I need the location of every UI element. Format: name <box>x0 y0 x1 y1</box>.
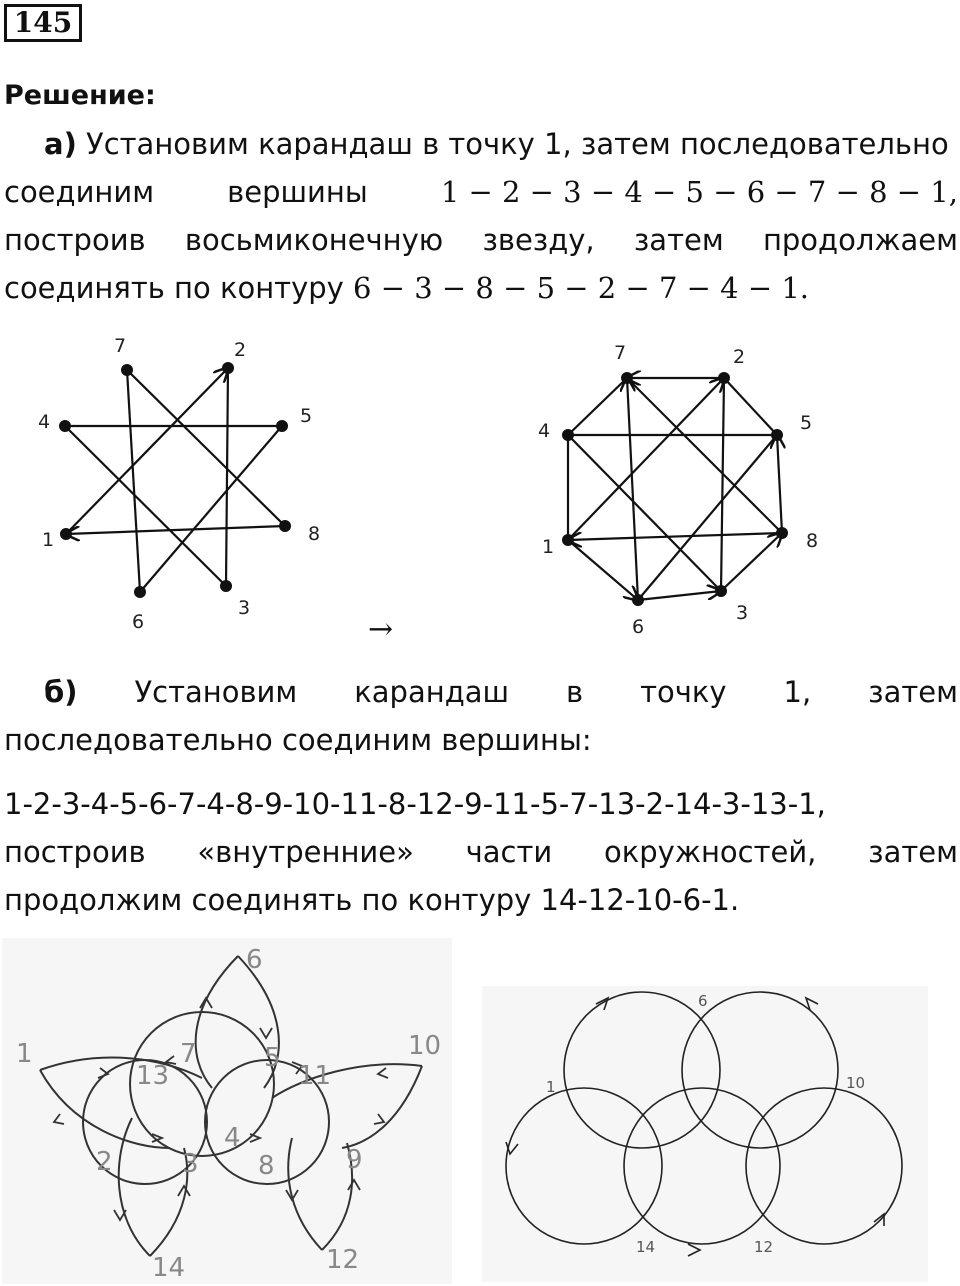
star-label-1: 1 <box>42 529 55 551</box>
task-number: 145 <box>13 6 73 39</box>
part-b-label: б) <box>44 675 78 709</box>
word: затем <box>868 835 958 869</box>
circle-label-12: 12 <box>754 1238 774 1256</box>
star-octagon-diagram <box>530 335 840 640</box>
oct-label-1: 1 <box>542 536 555 558</box>
part-a-text <box>4 120 958 312</box>
petal-label-7: 7 <box>180 1039 197 1069</box>
star-figure <box>20 330 340 640</box>
word: соединим <box>4 175 155 209</box>
word: карандаш <box>354 675 510 709</box>
transition-arrow: → <box>368 612 394 647</box>
star-label-7: 7 <box>114 335 127 357</box>
star-octagon-figure <box>530 335 840 640</box>
circle-label-10: 10 <box>846 1074 866 1092</box>
part-b-line-1 <box>4 668 958 716</box>
petal-label-11: 11 <box>298 1061 332 1091</box>
petal-figure <box>2 938 452 1284</box>
part-a-line1-text: Установим карандаш в точку 1, затем последовательно <box>76 127 949 161</box>
oct-label-4: 4 <box>538 420 551 442</box>
star-diagram <box>20 330 340 640</box>
word: построив <box>4 223 146 257</box>
circle-label-6: 6 <box>698 992 708 1010</box>
word: части <box>465 835 553 869</box>
part-b-line-5: продолжим соединять по контуру 14-12-10-6-1. <box>4 883 740 917</box>
word: восьмиконечную <box>184 223 444 257</box>
word: 1, <box>783 675 812 709</box>
petal-label-14: 14 <box>152 1253 186 1283</box>
word: вершины <box>227 175 368 209</box>
circle-label-1: 1 <box>546 1078 556 1096</box>
oct-label-2: 2 <box>733 346 746 368</box>
star-label-5: 5 <box>300 405 313 427</box>
petal-label-8: 8 <box>258 1151 275 1181</box>
word: Установим <box>134 675 298 709</box>
circles-figure <box>482 986 928 1282</box>
part-a-line-1 <box>4 120 958 168</box>
part-b-text <box>4 668 958 764</box>
star-label-2: 2 <box>234 339 247 361</box>
oct-label-3: 3 <box>736 602 749 624</box>
word: окружностей, <box>603 835 817 869</box>
part-b-sequence: 1-2-3-4-5-6-7-4-8-9-10-11-8-12-9-11-5-7-13-2-14-3-13-1, <box>4 787 826 821</box>
petal-label-13: 13 <box>136 1061 170 1091</box>
word: продолжаем <box>762 223 958 257</box>
part-b-text-2 <box>4 780 958 924</box>
word: затем <box>868 675 958 709</box>
circles-diagram <box>482 986 928 1282</box>
oct-label-8: 8 <box>806 530 819 552</box>
part-b-line-4 <box>4 828 958 876</box>
word: «внутренние» <box>197 835 414 869</box>
word: построив <box>4 835 146 869</box>
petal-label-4: 4 <box>224 1123 241 1153</box>
oct-label-5: 5 <box>800 412 813 434</box>
word: точку <box>640 675 727 709</box>
petal-label-12: 12 <box>326 1245 360 1275</box>
word: звезду, <box>482 223 595 257</box>
petal-label-6: 6 <box>246 945 263 975</box>
star-label-8: 8 <box>308 523 321 545</box>
petal-label-5: 5 <box>264 1043 281 1073</box>
petal-label-3: 3 <box>182 1149 199 1179</box>
star-label-6: 6 <box>132 611 145 633</box>
petal-label-10: 10 <box>408 1031 442 1061</box>
word: в <box>566 675 584 709</box>
oct-label-7: 7 <box>614 342 627 364</box>
part-b-line-2: последовательно соединим вершины: <box>4 723 592 757</box>
star-label-3: 3 <box>238 597 251 619</box>
part-a-label: а) <box>44 127 77 161</box>
solution-heading: Решение: <box>4 80 156 111</box>
star-label-4: 4 <box>38 411 51 433</box>
task-number-box <box>4 4 82 42</box>
petal-label-2: 2 <box>96 1147 113 1177</box>
oct-label-6: 6 <box>632 616 645 638</box>
vertex-sequence-math: 1 − 2 − 3 − 4 − 5 − 6 − 7 − 8 − 1, <box>440 175 958 209</box>
petal-label-1: 1 <box>16 1039 33 1069</box>
part-a-line-3 <box>4 216 958 264</box>
petal-diagram <box>2 938 452 1284</box>
part-a-line4-text: соединять по контуру <box>4 271 354 305</box>
word: затем <box>633 223 724 257</box>
part-a-line-2 <box>4 168 958 216</box>
petal-label-9: 9 <box>346 1145 363 1175</box>
circle-label-14: 14 <box>636 1238 656 1256</box>
part-a-line-4 <box>4 264 958 312</box>
contour-sequence-math: 6 − 3 − 8 − 5 − 2 − 7 − 4 − 1. <box>353 271 810 305</box>
